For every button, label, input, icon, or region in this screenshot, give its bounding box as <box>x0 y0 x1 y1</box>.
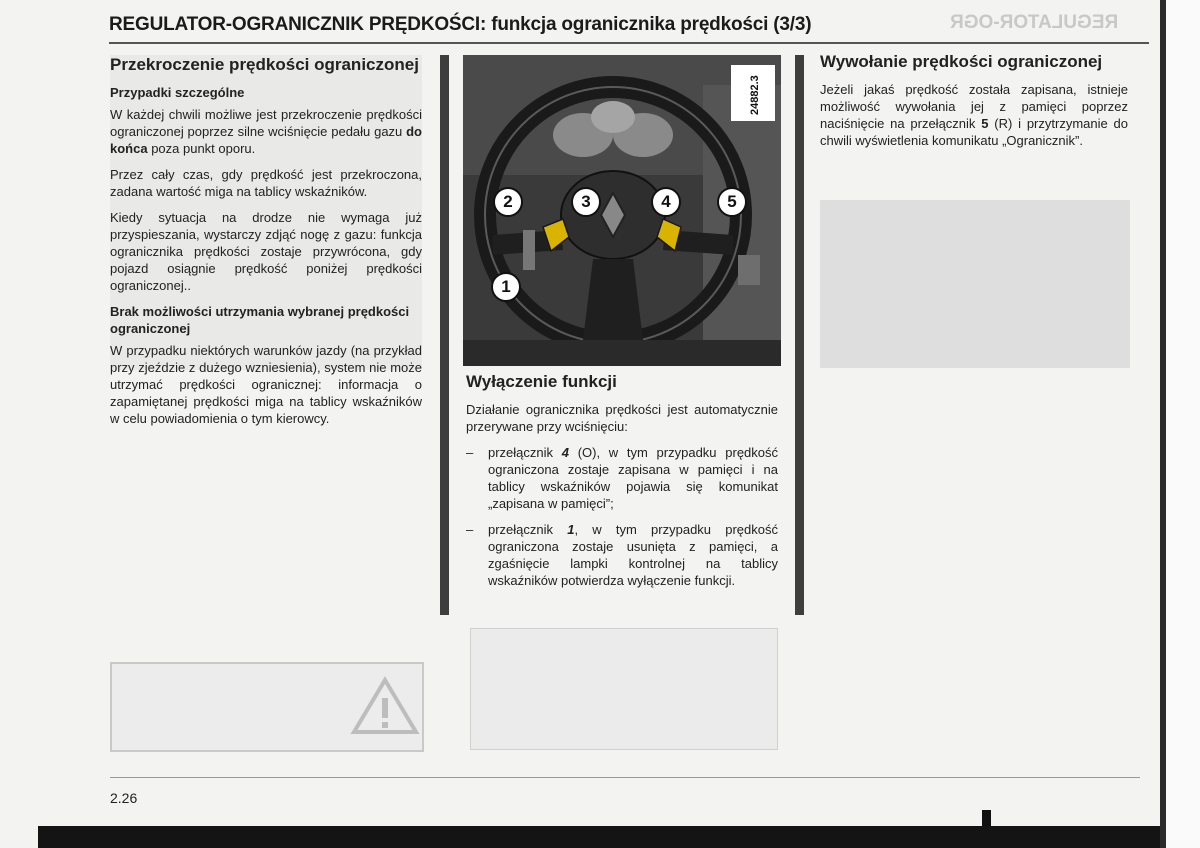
recall-paragraph: Jeżeli jakaś prędkość została zapisana, istnieje możliwość wywołania jej z pamięci poprzez naciśnięcie na przełącznik 5 (R) i przytrzymanie do chwili wyświetlenia komunikatu „Ogranicznik”. <box>820 82 1128 148</box>
recall-heading: Wywołanie prędkości ograniczonej <box>820 52 1103 71</box>
disable-item-switch-1: – przełącznik 1, w tym przypadku prędkość ograniczona zostaje usunięta z pamięci, a zgaśnięcie lampki kontrolnej na tablicy wskaźników potwierdza wyłączenie funkcji. <box>466 522 779 588</box>
special-cases-heading: Przypadki szczególne <box>110 85 245 100</box>
warning-triangle-icon <box>350 676 420 736</box>
callout-1: 1 <box>491 272 521 302</box>
bottom-rule <box>110 777 1140 778</box>
disable-intro: Działanie ogranicznika prędkości jest automatycznie przerywane przy wciśnięciu: <box>466 402 778 434</box>
title-rule <box>109 42 1149 44</box>
bleed-panel-middle <box>470 628 778 750</box>
middle-column <box>466 372 778 589</box>
left-column <box>110 55 422 427</box>
callout-5: 5 <box>717 187 747 217</box>
restore-paragraph: Kiedy sytuacja na drodze nie wymaga już przyspieszania, wystarczy zdjąć nogę z gazu: funkcja ogranicznika prędkości zostaje przywrócona, gdy pojazd osiągnie prędkość poniżej prędkości ograniczonej.. <box>110 210 422 293</box>
column-divider-left <box>440 55 449 615</box>
right-column <box>820 52 1128 149</box>
callout-4: 4 <box>651 187 681 217</box>
callout-3: 3 <box>571 187 601 217</box>
right-figure-bleed <box>820 200 1130 368</box>
column-divider-middle <box>795 55 804 615</box>
scan-bottom-band <box>38 826 1160 848</box>
disable-heading: Wyłączenie funkcji <box>466 372 617 391</box>
overspeed-paragraph: W każdej chwili możliwe jest przekroczenie prędkości ograniczonej poprzez silne wciśnięcie pedału gazu do końca poza punkt oporu. <box>110 107 422 156</box>
overspeed-heading: Przekroczenie prędkości ograniczonej <box>110 55 419 74</box>
cannot-maintain-paragraph: W przypadku niektórych warunków jazdy (na przykład przy zjeździe z dużego wzniesienia), system nie może utrzymać prędkości ogranicznej: informacja o zapamiętanej prędkości miga na tablicy wskaźników w celu powiadomienia o tym kierowcy. <box>110 343 422 426</box>
blinking-paragraph: Przez cały czas, gdy prędkość jest przekroczona, zadana wartość miga na tablicy wskaźników. <box>110 167 422 199</box>
page-number: 2.26 <box>110 790 138 806</box>
page-title: REGULATOR-OGRANICZNIK PRĘDKOŚCI: funkcja ogranicznika prędkości (3/3) <box>109 14 812 35</box>
steering-wheel-figure <box>463 55 781 366</box>
cannot-maintain-heading: Brak możliwości utrzymania wybranej prędkości ograniczonej <box>110 304 410 336</box>
bleed-through-warning-box <box>110 662 424 752</box>
ghost-title: REGULATOR-OGR <box>950 12 1119 33</box>
disable-item-switch-4: – przełącznik 4 (O), w tym przypadku prędkość ograniczona zostaje zapisana w pamięci i na tablicy wskaźników pojawia się komunikat „zapisana w pamięci”; <box>466 445 779 511</box>
figure-reference: 24882.3 <box>749 75 761 115</box>
facing-page-edge <box>1160 0 1200 848</box>
callout-2: 2 <box>493 187 523 217</box>
